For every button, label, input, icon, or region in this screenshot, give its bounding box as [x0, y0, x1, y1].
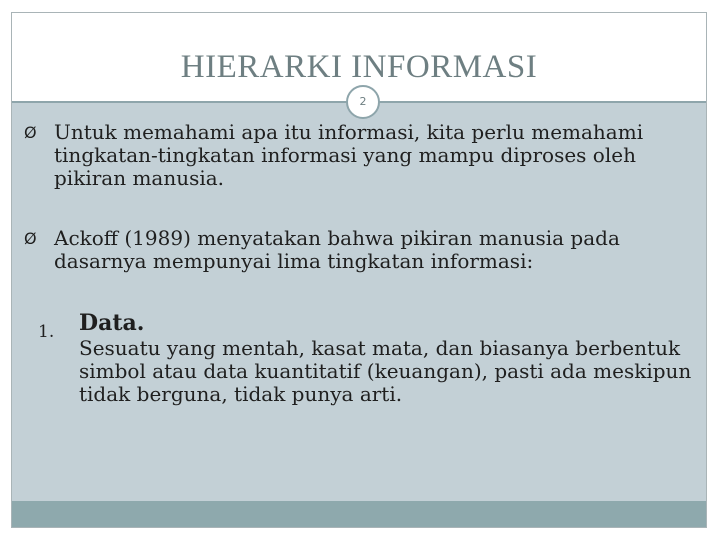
item-title: Data. — [79, 310, 145, 336]
slide — [11, 12, 707, 528]
bullet-text: Untuk memahami apa itu informasi, kita perlu memahami tingkatan-tingkatan informasi yang mampu diproses oleh pikiran manusia. — [54, 120, 644, 190]
bullet-item — [24, 227, 696, 273]
item-number: 1. — [38, 322, 55, 342]
item-description: Sesuatu yang mentah, kasat mata, dan biasanya berbentuk simbol atau data kuantitatif (keuangan), pasti ada meskipun tidak berguna, tidak punya arti. — [79, 336, 692, 406]
numbered-item — [38, 309, 698, 406]
bullet-text: Ackoff (1989) menyatakan bahwa pikiran manusia pada dasarnya mempunyai lima tingkatan informasi: — [54, 226, 620, 273]
arrow-bullet-icon: Ø — [24, 123, 37, 142]
page-number-badge: 2 — [346, 85, 380, 119]
arrow-bullet-icon: Ø — [24, 229, 37, 248]
slide-title: HIERARKI INFORMASI — [180, 49, 538, 85]
footer-bar — [12, 501, 706, 527]
bullet-item — [24, 121, 696, 190]
